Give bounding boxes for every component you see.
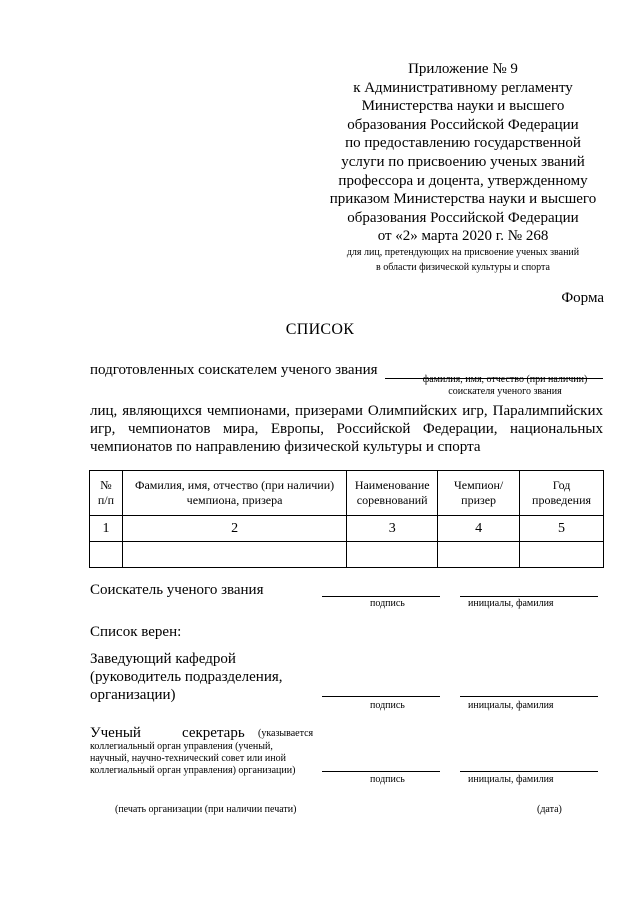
header-cell: Год проведения [520, 471, 604, 516]
appendix-line: образования Российской Федерации [347, 209, 579, 226]
document-title: СПИСОК [285, 321, 355, 338]
table-row [90, 542, 604, 568]
applicability-note [316, 245, 610, 275]
secretary-word: секретарь [182, 725, 245, 741]
head-signature-line[interactable] [322, 696, 440, 697]
table-cell[interactable] [90, 542, 123, 568]
table-cell[interactable] [122, 542, 346, 568]
champions-table [89, 470, 604, 568]
number-cell: 3 [347, 516, 438, 542]
applicant-initials-line[interactable] [460, 596, 598, 597]
header-cell: Чемпион/ призер [438, 471, 520, 516]
appendix-line: Приложение № 9 [408, 61, 518, 77]
appendix-line: образования Российской Федерации [347, 116, 579, 133]
secretary-note: (указывается [258, 728, 314, 739]
form-label: Форма [561, 290, 604, 306]
number-cell: 5 [520, 516, 604, 542]
appendix-header [318, 60, 608, 246]
secretary-signature-line[interactable] [322, 771, 440, 772]
appendix-line: профессора и доцента, утвержденному [338, 172, 588, 189]
number-cell: 2 [122, 516, 346, 542]
appendix-line: приказом Министерства науки и высшего [329, 191, 597, 208]
table-number-row [90, 516, 604, 542]
applicant-signature-line[interactable] [322, 596, 440, 597]
number-cell: 1 [90, 516, 123, 542]
secretary-initials-line[interactable] [460, 771, 598, 772]
prepared-by-text: подготовленных соискателем ученого звания [90, 362, 378, 378]
initials-caption: инициалы, фамилия [468, 700, 554, 711]
secretary-note-block: коллегиальный орган управления (ученый, научный, научно-технический совет или иной коллегиальный орган управления) организации) [90, 741, 296, 776]
signature-caption: подпись [370, 700, 405, 711]
appendix-line: услуги по присвоению ученых званий [341, 153, 585, 170]
applicant-name-caption: фамилия, имя, отчество (при наличии) соискателя ученого звания [422, 374, 588, 397]
appendix-line: по предоставлению государственной [345, 135, 581, 152]
description-paragraph: лиц, являющихся чемпионами, призерами Олимпийских игр, Паралимпийских игр, чемпионатов мира, Европы, Российской Федерации, национальных чемпионатов по направлению физической культуры и спорта [90, 403, 603, 455]
number-cell: 4 [438, 516, 520, 542]
initials-caption: инициалы, фамилия [468, 598, 554, 609]
date-caption: (дата) [537, 804, 562, 815]
header-cell: № п/п [90, 471, 123, 516]
appendix-line: к Административному регламенту [353, 79, 573, 96]
table-cell[interactable] [438, 542, 520, 568]
signature-caption: подпись [370, 598, 405, 609]
signature-caption: подпись [370, 774, 405, 785]
list-verified-label: Список верен: [90, 624, 182, 640]
appendix-line: от «2» марта 2020 г. № 268 [377, 228, 549, 245]
table-cell[interactable] [347, 542, 438, 568]
appendix-line: Министерства науки и высшего [361, 98, 565, 115]
applicant-label: Соискатель ученого звания [90, 582, 264, 598]
initials-caption: инициалы, фамилия [468, 774, 554, 785]
header-cell: Фамилия, имя, отчество (при наличии) чемпиона, призера [122, 471, 346, 516]
table-cell[interactable] [520, 542, 604, 568]
header-cell: Наименование соревнований [347, 471, 438, 516]
note-line: для лиц, претендующих на присвоение ученых званий [346, 247, 580, 258]
head-label: Заведующий кафедрой (руководитель подразделения, организации) [90, 651, 283, 703]
secretary-word: Ученый [90, 725, 141, 741]
note-line: в области физической культуры и спорта [376, 262, 550, 273]
table-header-row [90, 471, 604, 516]
head-initials-line[interactable] [460, 696, 598, 697]
seal-caption: (печать организации (при наличии печати) [115, 804, 297, 815]
